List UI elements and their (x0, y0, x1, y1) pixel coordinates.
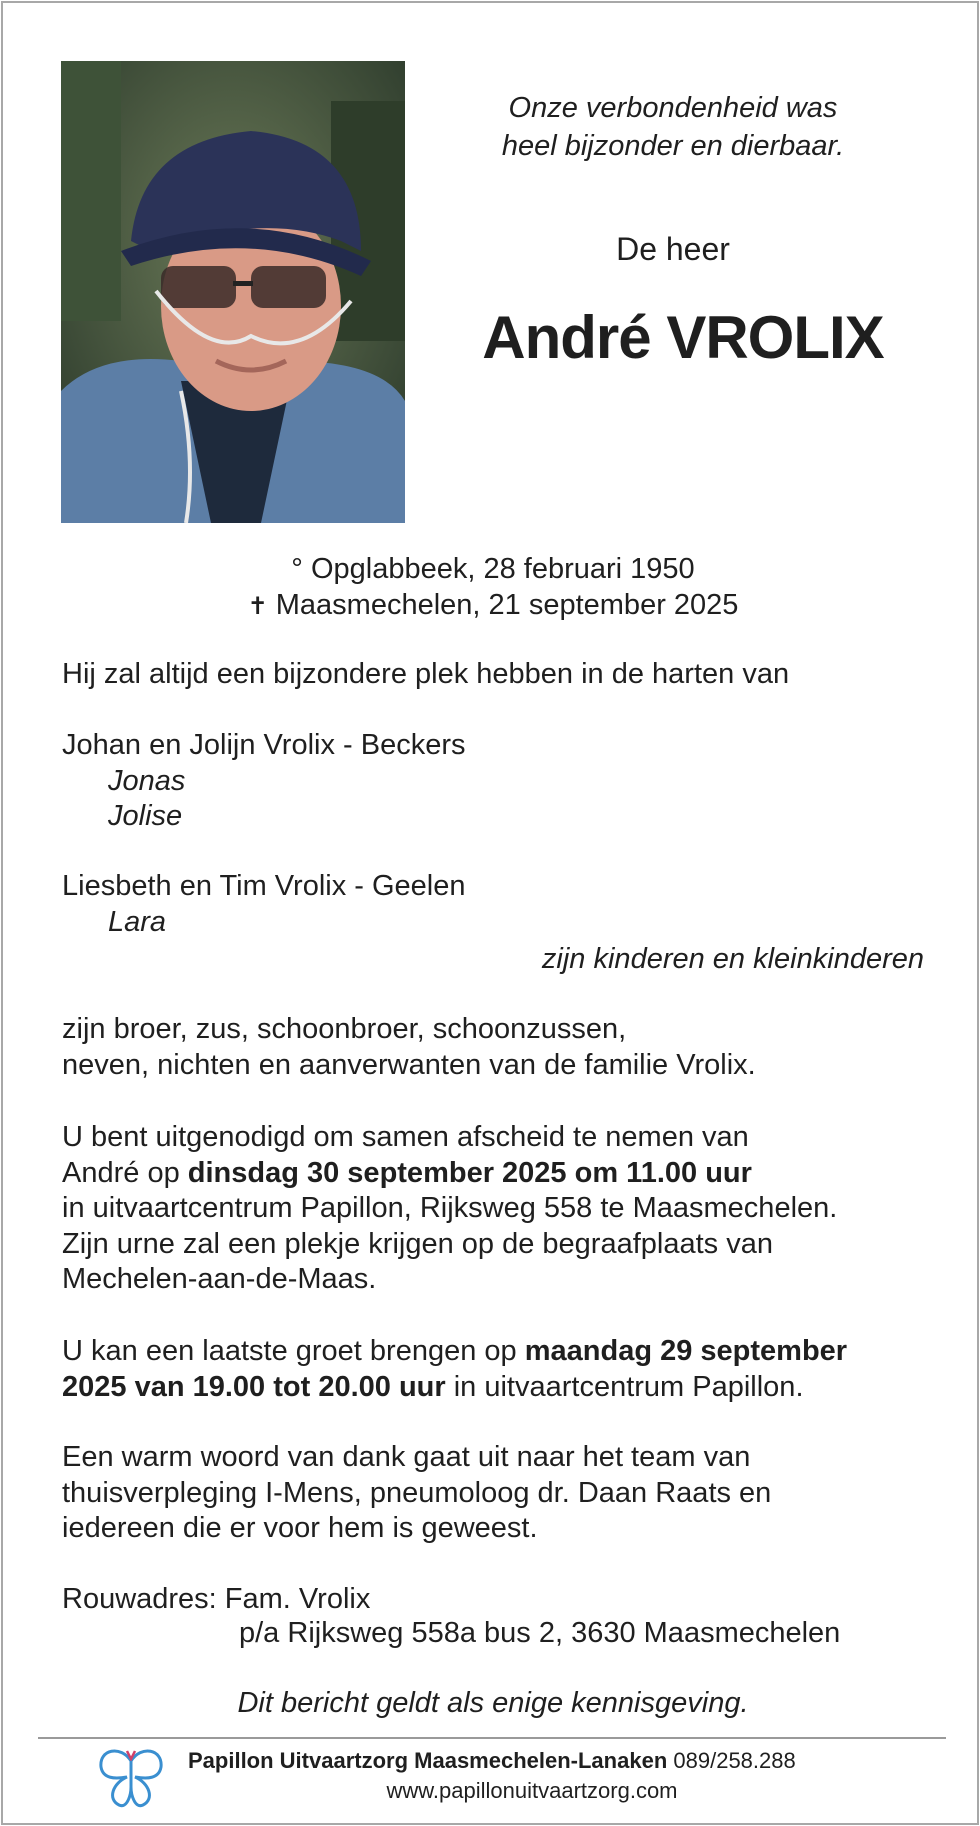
extended-family-line-2: neven, nichten en aanverwanten van de familie Vrolix. (62, 1048, 756, 1081)
thanks-line-3: iedereen die er voor hem is geweest. (62, 1512, 538, 1544)
visitation-line-1 (62, 1334, 847, 1370)
grandchild-name: Jolise (108, 800, 183, 832)
footer-divider (38, 1737, 946, 1739)
visitation-time: 2025 van 19.00 tot 20.00 uur (62, 1370, 446, 1403)
farewell-paragraph (62, 1120, 837, 1298)
deceased-name: André VROLIX (482, 304, 884, 371)
farewell-line-1: U bent uitgenodigd om samen afscheid te nemen van (62, 1121, 749, 1153)
farewell-line-2-pre: André op (62, 1156, 188, 1189)
visitation-paragraph (62, 1334, 847, 1405)
extended-family (62, 1012, 756, 1083)
extended-family-line-1: zijn broer, zus, schoonbroer, schoonzussen, (62, 1013, 627, 1045)
farewell-line-2 (62, 1156, 837, 1192)
opening-quote (443, 89, 903, 165)
funeral-home-line (188, 1748, 796, 1774)
parents-line: Liesbeth en Tim Vrolix - Geelen (62, 870, 466, 902)
death-text: Maasmechelen, 21 september 2025 (275, 589, 739, 621)
cross-icon: ✝ (247, 593, 268, 620)
death-line (3, 587, 980, 625)
grandchild-name: Lara (108, 905, 167, 938)
farewell-datetime: dinsdag 30 september 2025 om 11.00 uur (187, 1156, 752, 1189)
quote-line-2: heel bijzonder en dierbaar. (501, 130, 845, 162)
intro-sentence: Hij zal altijd een bijzondere plek hebben in de harten van (62, 658, 790, 690)
birth-line: ° Opglabbeek, 28 februari 1950 (291, 553, 695, 585)
funeral-home-website-line (3, 1778, 980, 1804)
visitation-line-1-pre: U kan een laatste groet brengen op (62, 1335, 525, 1367)
visitation-line-2 (62, 1370, 847, 1406)
farewell-line-4: Zijn urne zal een plekje krijgen op de begraafplaats van (62, 1227, 773, 1260)
mourning-address: p/a Rijksweg 558a bus 2, 3630 Maasmechelen (239, 1617, 841, 1649)
funeral-home-website[interactable]: www.papillonuitvaartzorg.com (386, 1778, 678, 1803)
farewell-line-3: in uitvaartcentrum Papillon, Rijksweg 558 te Maasmechelen. (62, 1192, 838, 1224)
life-dates (3, 551, 980, 625)
closing-statement: Dit bericht geldt als enige kennisgeving. (237, 1687, 749, 1719)
notice-frame (1, 1, 979, 1825)
mourning-address-label: Rouwadres: Fam. Vrolix (62, 1583, 371, 1615)
quote-line-1: Onze verbondenheid was (508, 92, 838, 124)
family-role-caption: zijn kinderen en kleinkinderen (541, 943, 924, 975)
family-group-2 (62, 869, 466, 940)
funeral-home-phone: 089/258.288 (673, 1748, 796, 1773)
portrait-photo (61, 61, 405, 523)
visitation-line-2-post: in uitvaartcentrum Papillon. (445, 1370, 804, 1403)
thanks-line-1: Een warm woord van dank gaat uit naar het team van (62, 1441, 751, 1473)
parents-line: Johan en Jolijn Vrolix - Beckers (62, 729, 466, 761)
thanks-paragraph (62, 1440, 771, 1547)
visitation-date: maandag 29 september (524, 1335, 848, 1367)
grandchild-name: Jonas (108, 764, 186, 797)
farewell-line-5: Mechelen-aan-de-Maas. (62, 1263, 377, 1295)
thanks-line-2: thuisverpleging I-Mens, pneumoloog dr. Daan Raats en (62, 1476, 772, 1509)
funeral-home-name: Papillon Uitvaartzorg Maasmechelen-Lanaken (188, 1748, 668, 1773)
honorific: De heer (616, 231, 730, 267)
family-group-1 (62, 728, 466, 835)
